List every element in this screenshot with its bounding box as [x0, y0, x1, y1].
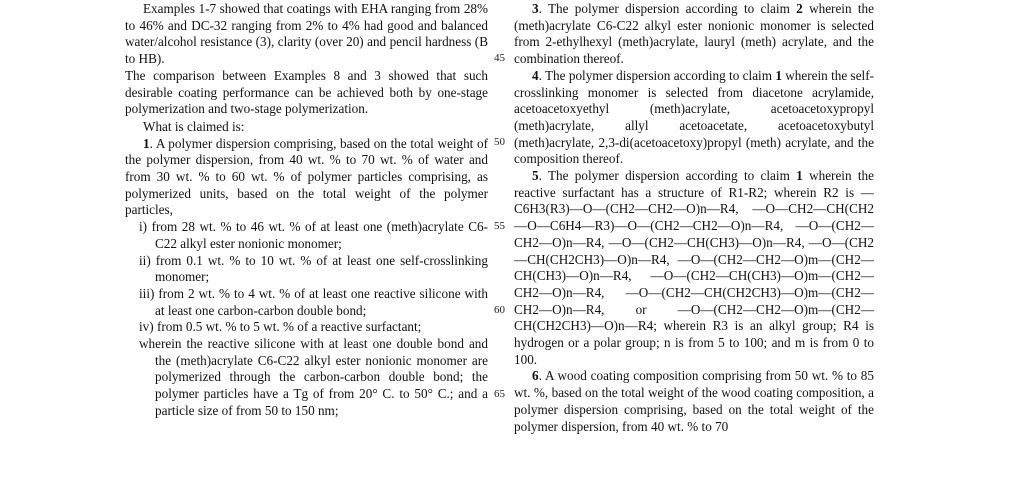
comparison-paragraph: The comparison between Examples 8 and 3 showed that such desirable coating performance can be achieved both by one-stage polymerization and two-stage polymerization. [125, 67, 488, 117]
claim-5: 5. The polymer dispersion according to claim 1 wherein the reactive surfactant has a structure of R1-R2; wherein R2 is —C6H3(R3)—O—(CH2—CH2—O)n—R4, —O—CH2—CH(CH2—O—C6H4—R3)—O—(CH2—CH2—O)n—R4, —O—(CH2—CH2—O)n—R4, —O—(CH2—CH(CH3)—O)n—R4, —O—(CH2—CH(CH2CH3)—O)n—R4, —O—(CH2—CH2—O)m—(CH2—CH(CH3)—O)n—R4, —O—(CH2—CH(CH3)—O)m—(CH2—CH2—O)n—R4, —O—(CH2—CH(CH2CH3)—O)m—(CH2—CH2—O)n—R4, or —O—(CH2—CH2—O)m—(CH2—CH(CH2CH3)—O)n—R4; wherein R3 is an alkyl group; R4 is hydrogen or a polar group; n is from 5 to 100; and m is from 0 to 100. [514, 168, 874, 367]
line-number-55: 55 [494, 220, 505, 232]
claim-6-number: 6 [532, 368, 539, 384]
left-column [125, 0, 488, 420]
claim-1-item-i: i) from 28 wt. % to 46 wt. % of at least one (meth)acrylate C6-C22 alkyl ester nonionic monomer; [139, 219, 488, 251]
examples-paragraph-1: Examples 1-7 showed that coatings with EHA ranging from 28% to 46% and DC-32 ranging from 2% to 4% had good and balanced water/alcohol resistance (3), clarity (over 20) and pencil hardness (B to HB). [125, 1, 488, 67]
right-column [514, 0, 874, 435]
line-number-50: 50 [494, 136, 505, 148]
claim-4-ref: 1 [775, 67, 782, 83]
claim-1-item-ii: ii) from 0.1 wt. % to 10 wt. % of at least one self-crosslinking monomer; [139, 252, 488, 285]
claim-5-ref: 1 [796, 168, 803, 184]
claim-4: 4. The polymer dispersion according to claim 1 wherein the self-crosslinking monomer is selected from diacetone acrylamide, acetoacetoxyethyl (meth)acrylate, acetoacetoxypropyl (meth)acrylate, allyl acetoacetate, acetoacetoxybutyl (meth)acrylate, 2,3-di(acetoacetoxy)propyl (meth) acrylate, and the composition thereof. [514, 67, 874, 167]
claim-3-number: 3 [532, 1, 539, 16]
claim-1-wherein: wherein the reactive silicone with at least one double bond and the (meth)acrylate C6-C22 alkyl ester nonionic monomer are polymerized through the carbon-carbon double bond; the polymer particles have a Tg of from 20° C. to 50° C.; and a particle size of from 50 to 150 nm; [139, 336, 488, 418]
claim-1-intro: 1. A polymer dispersion comprising, based on the total weight of the polymer dispersion, from 40 wt. % to 70 wt. % of water and from 30 wt. % to 60 wt. % of polymer particles comprising, as polymerized units, based on the total weight of the polymer particles, [125, 135, 488, 218]
claim-6: 6. A wood coating composition comprising from 50 wt. % to 85 wt. %, based on the total weight of the wood coating composition, a polymer dispersion comprising, based on the total weight of the polymer dispersion, from 40 wt. % to 70 [514, 368, 874, 434]
claim-5-number: 5 [532, 168, 539, 184]
line-number-60: 60 [494, 304, 505, 316]
claims-heading: What is claimed is: [143, 118, 245, 134]
claim-1-number: 1 [143, 135, 150, 151]
claim-1-item-iii: iii) from 2 wt. % to 4 wt. % of at least one reactive silicone with at least one carbon-carbon double bond; [139, 285, 488, 318]
claim-3-ref: 2 [796, 1, 803, 16]
claim-1-item-iv: iv) from 0.5 wt. % to 5 wt. % of a reactive surfactant; [139, 319, 422, 335]
claim-4-number: 4 [532, 67, 539, 83]
line-number-65: 65 [494, 388, 505, 400]
line-number-45: 45 [494, 52, 505, 64]
claim-3: 3. The polymer dispersion according to claim 2 wherein the (meth)acrylate C6-C22 alkyl ester nonionic monomer is selected from 2-ethylhexyl (meth)acrylate, lauryl (meth) acrylate, and the combination thereof. [514, 1, 874, 67]
